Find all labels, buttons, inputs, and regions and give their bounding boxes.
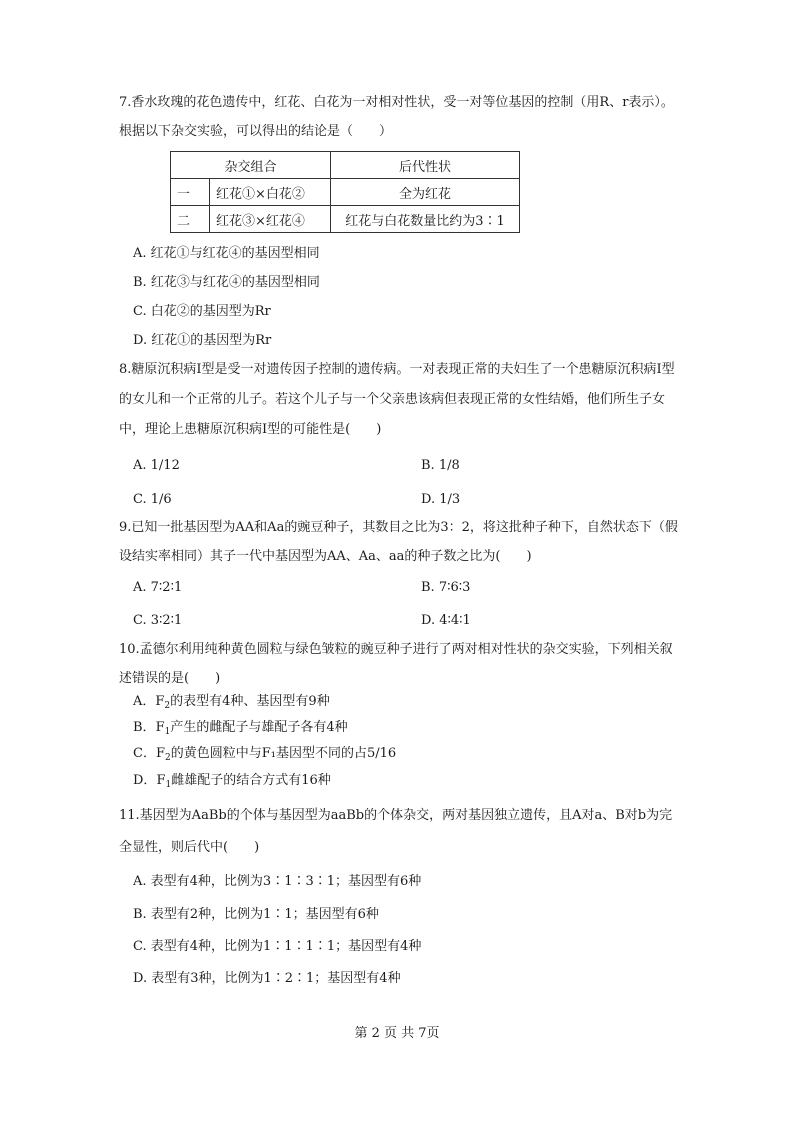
- q10-option-c: C．$F_2$的黄色圆粒中与F₁基因型不同的占5/16: [133, 746, 397, 763]
- q11-option-d: D. 表型有3种，比例为1∶2∶1；基因型有4种: [133, 971, 401, 986]
- q11-option-a: A. 表型有4种，比例为3∶1∶3∶1；基因型有6种: [133, 874, 422, 889]
- q8-stem: 8.糖原沉积病Ⅰ型是受一对遗传因子控制的遗传病。一对表现正常的夫妇生了一个患糖原沉积病Ⅰ型的女儿和一个正常的儿子。若这个儿子与一个父亲患该病但表现正常的女性结婚，他们所生子女中，理论上患糖原沉积病Ⅰ型的可能性是( ): [119, 362, 675, 437]
- q9-stem: 9.已知一批基因型为AA和Aa的豌豆种子，其数目之比为3：2，将这批种子种下，自然状态下（假设结实率相同）其子一代中基因型为AA、Aa、aa的种子数之比为( ): [119, 520, 678, 564]
- q7-option-c: C. 白花②的基因型为Rr: [133, 304, 271, 319]
- table-cell-result: 全为红花: [331, 179, 520, 206]
- q10-option-b: B．$F_1$产生的雌配子与雄配子各有4种: [133, 720, 348, 737]
- q10-option-d: D．$F_1$雌雄配子的结合方式有16种: [133, 773, 331, 790]
- q11-stem: 11.基因型为AaBb的个体与基因型为aaBb的个体杂交，两对基因独立遗传，且A对a、B对b为完全显性，则后代中( ): [119, 808, 673, 855]
- q11-option-c: C. 表型有4种，比例为1∶1∶1∶1；基因型有4种: [133, 939, 422, 954]
- page-footer: 第 2 页 共 7页: [354, 1026, 440, 1041]
- q10-option-a: A．$F_2$的表型有4种、基因型有9种: [133, 694, 330, 711]
- table-row: [171, 206, 520, 233]
- q9-option-a: A. 7∶2∶1: [133, 580, 183, 595]
- q7-stem: 7.香水玫瑰的花色遗传中，红花、白花为一对相对性状，受一对等位基因的控制（用R、r表示）。根据以下杂交实验，可以得出的结论是（ ）: [119, 95, 674, 139]
- table-cell-cross: 红花③×红花④: [210, 206, 331, 233]
- q7-option-b: B. 红花③与红花④的基因型相同: [133, 275, 320, 290]
- q9-option-c: C. 3∶2∶1: [133, 613, 183, 628]
- table-header-cross: 杂交组合: [171, 152, 331, 179]
- q9-option-d: D. 4∶4∶1: [421, 613, 471, 628]
- q10-stem: 10.孟德尔利用纯种黄色圆粒与绿色皱粒的豌豆种子进行了两对相对性状的杂交实验，下列相关叙述错误的是( ): [119, 642, 673, 686]
- table-cell-cross: 红花①×白花②: [210, 179, 331, 206]
- cross-table: [170, 151, 520, 233]
- table-header-result: 后代性状: [331, 152, 520, 179]
- table-cell-result: 红花与白花数量比约为3∶1: [331, 206, 520, 233]
- table-row: [171, 179, 520, 206]
- table-cell-no: 一: [171, 179, 210, 206]
- q8-option-d: D. 1/3: [421, 492, 461, 507]
- table-header-row: [171, 152, 520, 179]
- q7-option-a: A. 红花①与红花④的基因型相同: [133, 246, 320, 261]
- q7-option-d: D. 红花①的基因型为Rr: [133, 333, 272, 348]
- q8-option-c: C. 1/6: [133, 492, 172, 507]
- q9-option-b: B. 7∶6∶3: [421, 580, 471, 595]
- q11-option-b: B. 表型有2种，比例为1∶1；基因型有6种: [133, 907, 379, 922]
- q8-option-a: A. 1/12: [133, 458, 180, 473]
- q8-option-b: B. 1/8: [421, 458, 460, 473]
- table-cell-no: 二: [171, 206, 210, 233]
